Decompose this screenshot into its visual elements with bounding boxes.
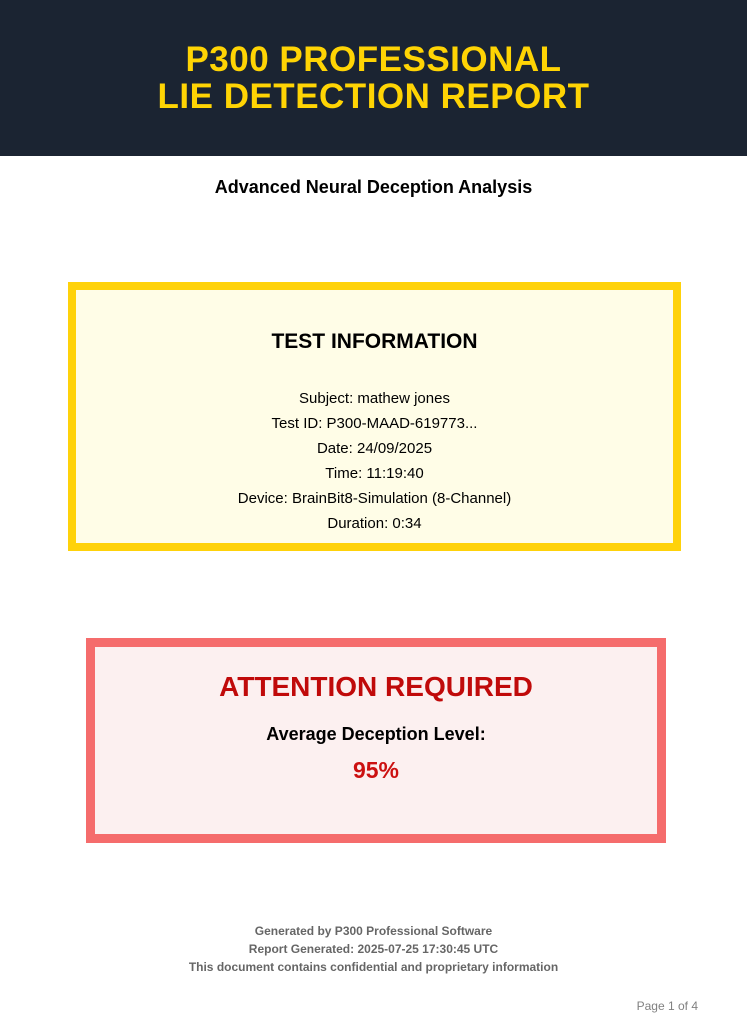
report-title-line1: P300 PROFESSIONAL	[185, 40, 562, 79]
report-header	[0, 0, 747, 156]
deception-level-value: 95%	[352, 757, 400, 783]
attention-required-box	[86, 638, 666, 843]
test-info-time: Time: 11:19:40	[325, 465, 424, 482]
test-information-title: TEST INFORMATION	[271, 330, 478, 353]
test-info-subject: Subject: mathew jones	[299, 390, 450, 407]
footer-confidential-notice: This document contains confidential and proprietary information	[188, 960, 559, 974]
test-information-box	[68, 282, 681, 551]
attention-required-title: ATTENTION REQUIRED	[219, 671, 533, 702]
test-info-test-id: Test ID: P300-MAAD-619773...	[271, 415, 478, 432]
footer-generated-by: Generated by P300 Professional Software	[254, 924, 493, 938]
test-info-duration: Duration: 0:34	[327, 515, 422, 532]
test-info-date: Date: 24/09/2025	[316, 440, 433, 457]
page-indicator: Page 1 of 4	[636, 999, 698, 1013]
footer-report-generated: Report Generated: 2025-07-25 17:30:45 UTC	[248, 942, 499, 956]
deception-level-label: Average Deception Level:	[266, 724, 486, 744]
test-info-device: Device: BrainBit8-Simulation (8-Channel)	[237, 490, 512, 507]
report-subtitle: Advanced Neural Deception Analysis	[214, 177, 533, 197]
report-footer	[0, 922, 747, 976]
report-title-line2: LIE DETECTION REPORT	[157, 77, 590, 116]
